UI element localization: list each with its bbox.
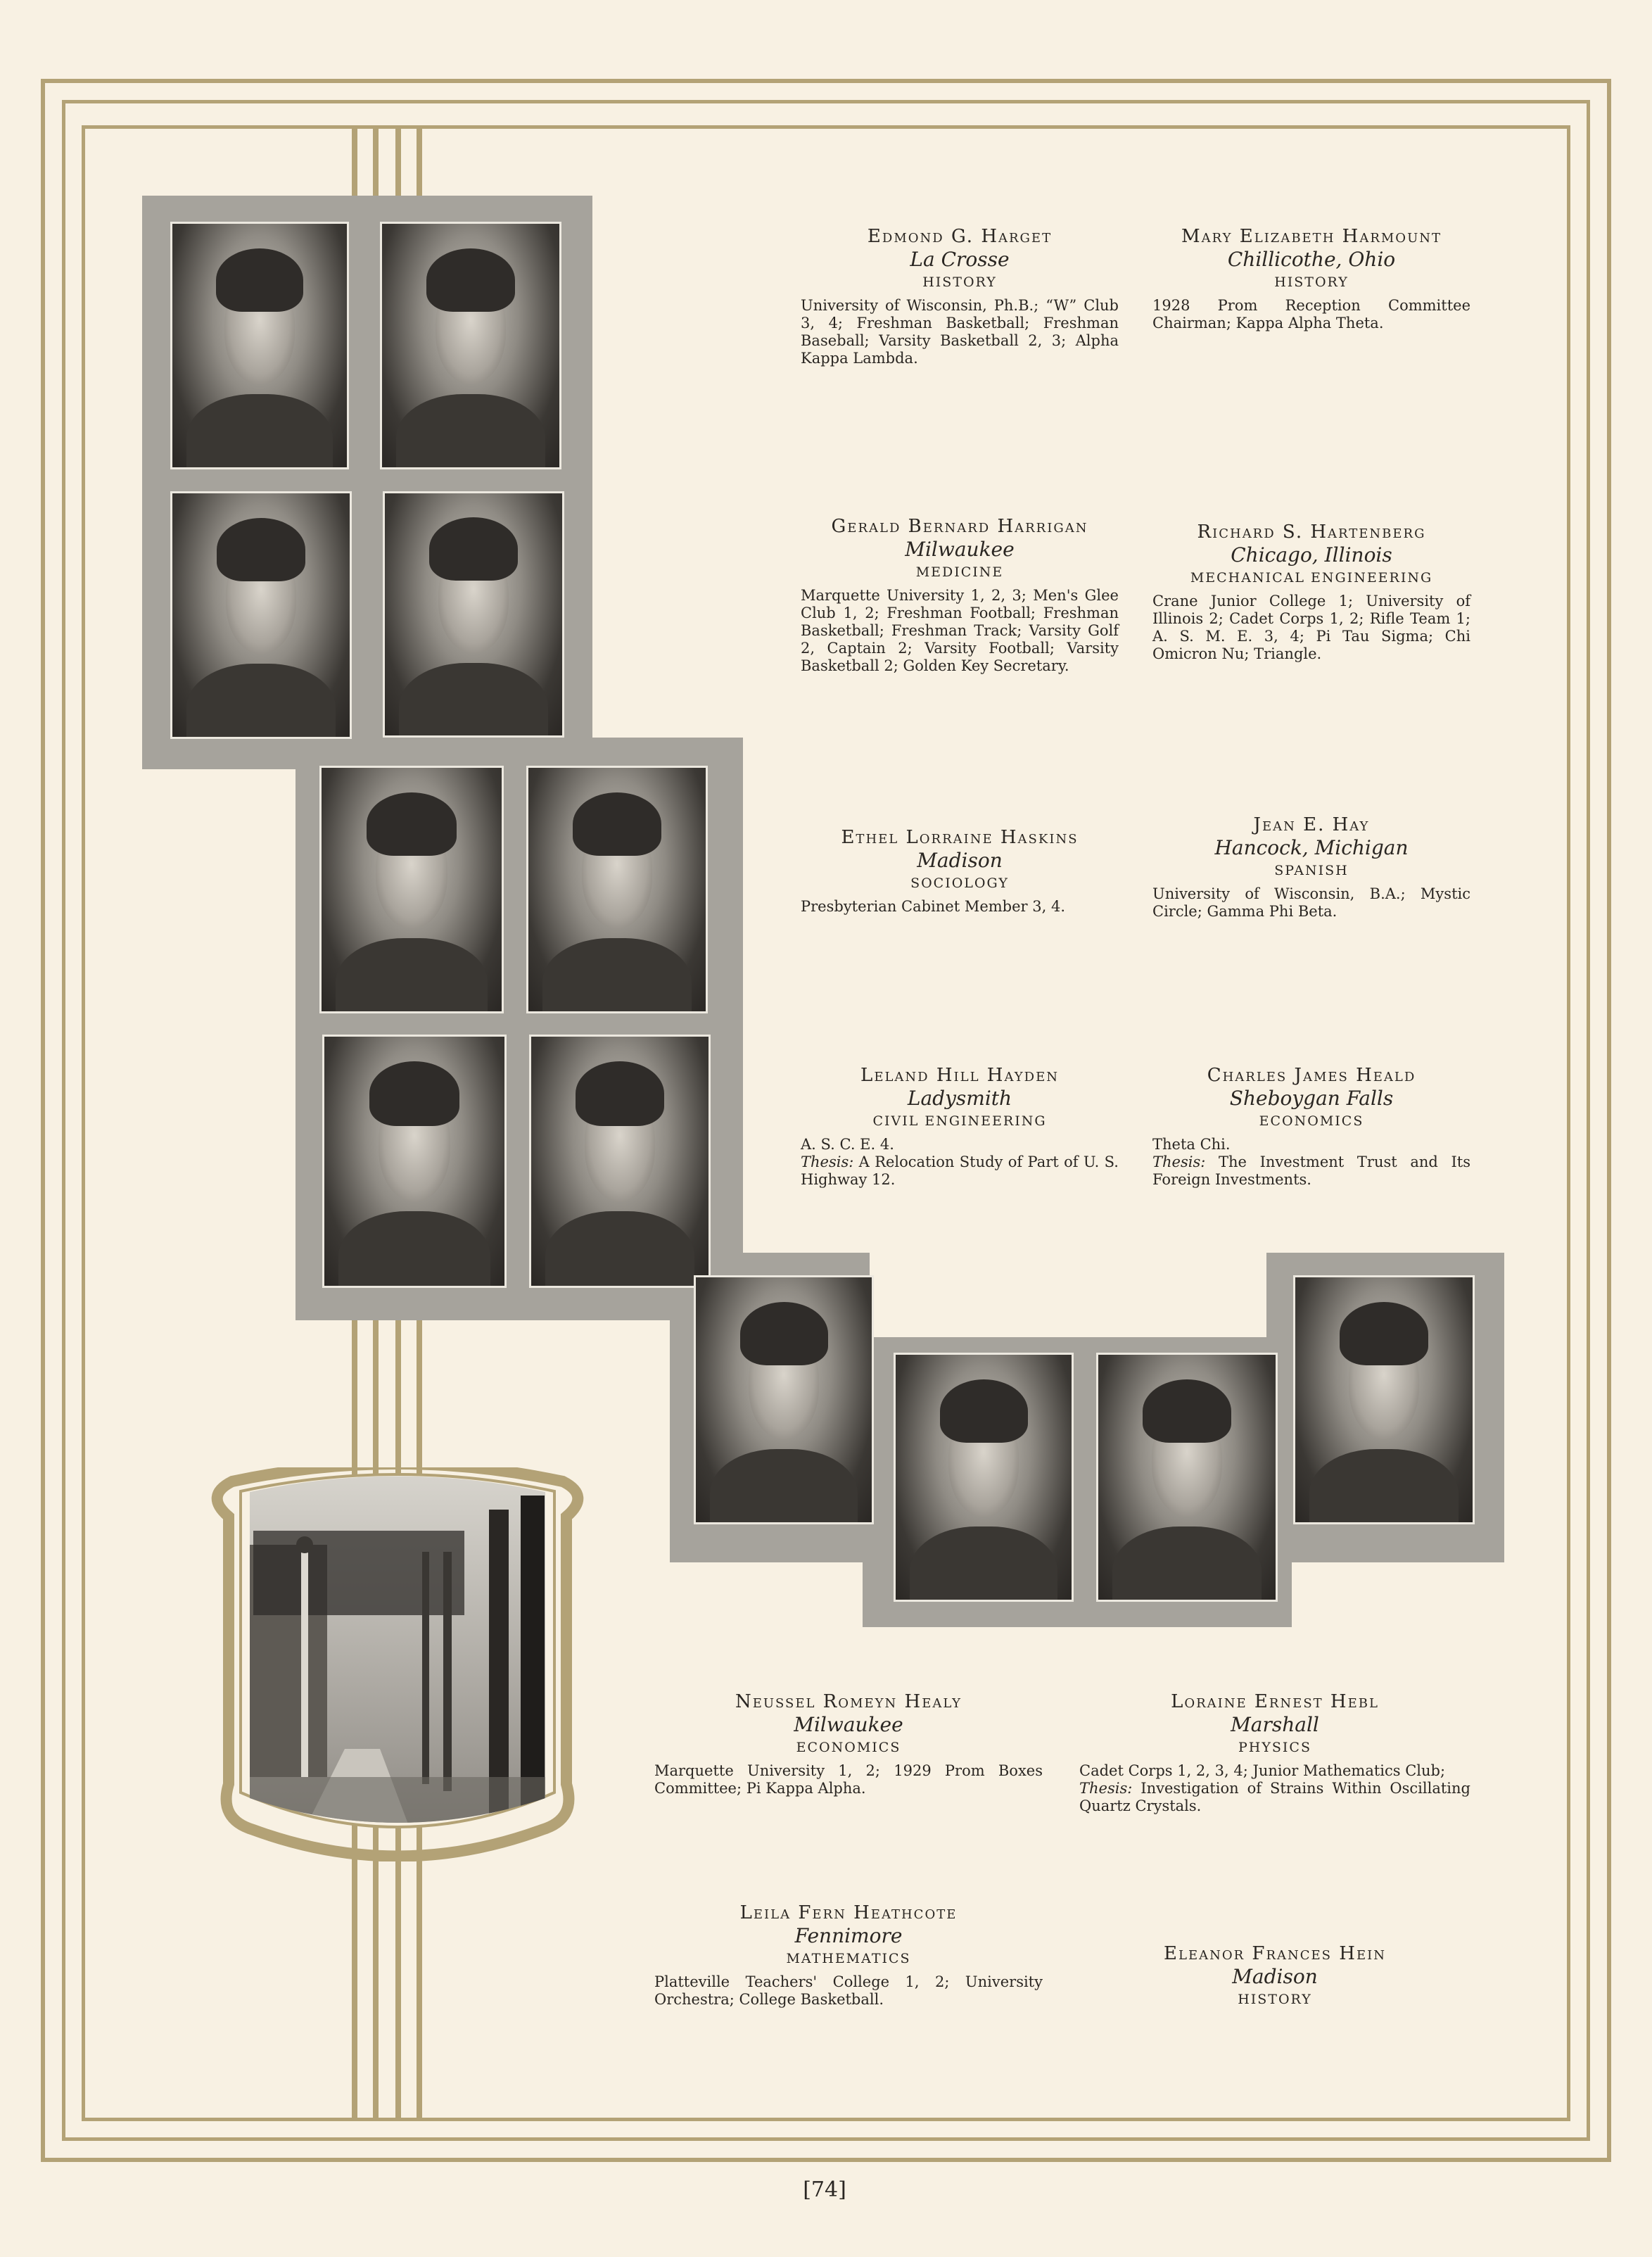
entry-gerald-harrigan	[801, 515, 1119, 675]
entry-ethel-haskins	[801, 826, 1119, 916]
activities: University of Wisconsin, B.A.; Mystic Circle; Gamma Phi Beta.	[1152, 885, 1470, 920]
entry-charles-heald	[1152, 1064, 1470, 1189]
portrait-leland-hayden	[322, 1035, 507, 1288]
portrait-jean-hay	[526, 766, 708, 1013]
department: HISTORY	[922, 274, 997, 290]
department: SOCIOLOGY	[910, 875, 1009, 891]
activities	[1152, 1136, 1470, 1189]
student-name: Leila Fern Heathcote	[739, 1902, 958, 1923]
portrait-edmond-harget	[170, 222, 349, 469]
entry-leland-hayden	[801, 1064, 1119, 1189]
hometown: Chicago, Illinois	[1231, 543, 1392, 567]
portrait-richard-hartenberg	[383, 491, 564, 738]
activities-text: A. S. C. E. 4.	[801, 1136, 894, 1153]
activities-text: Cadet Corps 1, 2, 3, 4; Junior Mathematics Club;	[1079, 1762, 1446, 1779]
activities: Crane Junior College 1; University of Illinois 2; Cadet Corps 1, 2; Rifle Team 1; A. S. M. E. 3, 4; Pi Tau Sigma; Chi Omicron Nu; Triangle.	[1152, 593, 1470, 662]
department: CIVIL ENGINEERING	[872, 1113, 1047, 1129]
thesis-title: A Relocation Study of Part of U. S. Highway 12.	[801, 1153, 1119, 1188]
activities: Platteville Teachers' College 1, 2; University Orchestra; College Basketball.	[654, 1973, 1043, 2008]
student-name: Neussel Romeyn Healy	[735, 1691, 962, 1712]
hometown: Sheboygan Falls	[1229, 1087, 1394, 1110]
portrait-loraine-hebl	[894, 1353, 1074, 1602]
page-number: [74]	[803, 2177, 846, 2202]
campus-scene-ornament	[211, 1467, 584, 1861]
entry-richard-hartenberg	[1152, 521, 1470, 663]
portrait-charles-heald	[529, 1035, 711, 1288]
department: PHYSICS	[1238, 1740, 1311, 1755]
activities: Presbyterian Cabinet Member 3, 4.	[801, 898, 1066, 915]
hometown: Madison	[917, 849, 1003, 872]
hometown: Madison	[1232, 1965, 1318, 1988]
portrait-neussel-healy	[694, 1275, 874, 1524]
department: HISTORY	[1238, 1992, 1312, 2007]
hometown: Milwaukee	[794, 1713, 903, 1736]
hometown: Hancock, Michigan	[1214, 836, 1409, 859]
department: MATHEMATICS	[786, 1951, 911, 1966]
entry-eleanor-hein	[1079, 1942, 1470, 2009]
student-name: Edmond G. Harget	[867, 226, 1053, 247]
student-name: Leland Hill Hayden	[860, 1065, 1059, 1086]
thesis-title: The Investment Trust and Its Foreign Investments.	[1152, 1153, 1470, 1188]
activities: University of Wisconsin, Ph.B.; “W” Club 3, 4; Freshman Basketball; Freshman Baseball; Varsity Basketball 2, 3; Alpha Kappa Lambda.	[801, 297, 1119, 367]
activities: Marquette University 1, 2; 1929 Prom Boxes Committee; Pi Kappa Alpha.	[654, 1762, 1043, 1797]
student-name: Gerald Bernard Harrigan	[831, 516, 1088, 537]
entry-neussel-healy	[654, 1690, 1043, 1797]
portrait-gerald-harrigan	[170, 491, 352, 739]
student-name: Charles James Heald	[1207, 1065, 1416, 1086]
entry-edmond-harget	[801, 225, 1119, 367]
portrait-eleanor-hein	[1293, 1275, 1475, 1524]
student-name: Eleanor Frances Hein	[1164, 1943, 1386, 1964]
activities	[1079, 1762, 1470, 1815]
activities: 1928 Prom Reception Committee Chairman; Kappa Alpha Theta.	[1152, 297, 1470, 331]
entry-leila-heathcote	[654, 1902, 1043, 2009]
portrait-leila-heathcote	[1096, 1353, 1278, 1602]
activities-text: Theta Chi.	[1152, 1136, 1231, 1153]
hometown: Fennimore	[794, 1924, 903, 1947]
department: ECONOMICS	[796, 1740, 901, 1755]
department: MEDICINE	[915, 564, 1004, 580]
hometown: Chillicothe, Ohio	[1227, 248, 1396, 271]
thesis-label: Thesis:	[1079, 1780, 1133, 1797]
department: MECHANICAL ENGINEERING	[1190, 570, 1433, 586]
entry-loraine-hebl	[1079, 1690, 1470, 1815]
student-name: Ethel Lorraine Haskins	[841, 827, 1079, 848]
thesis-label: Thesis:	[801, 1153, 854, 1170]
thesis-label: Thesis:	[1152, 1153, 1206, 1170]
department: ECONOMICS	[1259, 1113, 1364, 1129]
student-name: Jean E. Hay	[1253, 814, 1370, 835]
portrait-ethel-haskins	[319, 766, 504, 1013]
hometown: Marshall	[1231, 1713, 1319, 1736]
student-name: Loraine Ernest Hebl	[1171, 1691, 1379, 1712]
student-name: Mary Elizabeth Harmount	[1181, 226, 1442, 247]
entry-jean-hay	[1152, 814, 1470, 921]
department: SPANISH	[1274, 863, 1349, 878]
entry-mary-harmount	[1152, 225, 1470, 332]
portrait-mary-harmount	[380, 222, 561, 469]
hometown: Milwaukee	[905, 538, 1015, 561]
activities: Marquette University 1, 2, 3; Men's Glee Club 1, 2; Freshman Football; Freshman Basketball; Freshman Track; Varsity Golf 2, Captain 2; Varsity Football; Varsity Basketball 2; Golden Key Secretary.	[801, 587, 1119, 674]
activities	[801, 1136, 1119, 1189]
thesis-title: Investigation of Strains Within Oscillating Quartz Crystals.	[1079, 1780, 1470, 1814]
hometown: Ladysmith	[907, 1087, 1012, 1110]
student-name: Richard S. Hartenberg	[1197, 521, 1426, 543]
hometown: La Crosse	[910, 248, 1010, 271]
department: HISTORY	[1274, 274, 1349, 290]
